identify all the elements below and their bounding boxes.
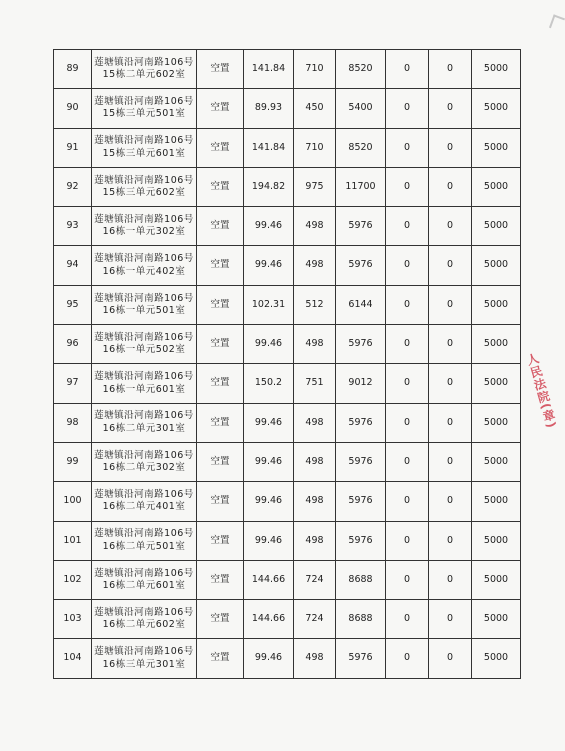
value-cell-5: 5000 [472,167,521,206]
address-line-2: 15栋三单元501室 [102,108,186,120]
address-line-2: 16栋一单元302室 [102,226,186,238]
address-line-1: 莲塘镇沿河南路106号 [94,292,194,304]
table-row [54,403,521,442]
value-cell-3: 0 [386,600,429,639]
value-cell-4: 0 [429,325,472,364]
property-table [53,49,521,679]
value-cell-4: 0 [429,639,472,678]
row-number-cell: 101 [54,521,92,560]
value-cell-1: 751 [294,364,336,403]
status-cell: 空置 [197,482,244,521]
value-cell-4: 0 [429,521,472,560]
value-cell-3: 0 [386,403,429,442]
status-cell: 空置 [197,521,244,560]
value-cell-3: 0 [386,50,429,89]
status-cell: 空置 [197,403,244,442]
address-line-2: 16栋二单元401室 [102,501,186,513]
address-line-2: 15栋三单元601室 [102,147,186,159]
value-cell-3: 0 [386,246,429,285]
value-cell-2: 9012 [336,364,386,403]
area-cell: 99.46 [244,482,294,521]
area-cell: 89.93 [244,89,294,128]
area-cell: 102.31 [244,285,294,324]
address-cell [92,285,197,324]
row-number-cell: 91 [54,128,92,167]
address-line-1: 莲塘镇沿河南路106号 [94,174,194,186]
row-number-cell: 90 [54,89,92,128]
address-cell [92,325,197,364]
status-cell: 空置 [197,639,244,678]
address-line-1: 莲塘镇沿河南路106号 [94,96,194,108]
address-line-1: 莲塘镇沿河南路106号 [94,449,194,461]
value-cell-5: 5000 [472,207,521,246]
area-cell: 99.46 [244,521,294,560]
address-line-1: 莲塘镇沿河南路106号 [94,606,194,618]
address-cell [92,521,197,560]
address-line-1: 莲塘镇沿河南路106号 [94,56,194,68]
value-cell-1: 498 [294,207,336,246]
table-row [54,560,521,599]
value-cell-2: 8688 [336,600,386,639]
area-cell: 99.46 [244,442,294,481]
value-cell-1: 724 [294,600,336,639]
value-cell-4: 0 [429,128,472,167]
stamp-text: 人民法院(章) [523,351,559,431]
value-cell-4: 0 [429,482,472,521]
address-line-2: 16栋二单元601室 [102,580,186,591]
row-number-cell: 102 [54,560,92,599]
address-cell [92,560,197,599]
value-cell-5: 5000 [472,246,521,285]
table-row [54,482,521,521]
area-cell: 141.84 [244,128,294,167]
value-cell-3: 0 [386,639,429,678]
value-cell-5: 5000 [472,325,521,364]
table-body [54,50,521,679]
value-cell-5: 5000 [472,403,521,442]
area-cell: 141.84 [244,50,294,89]
value-cell-2: 5976 [336,246,386,285]
table-row [54,442,521,481]
address-cell [92,482,197,521]
value-cell-3: 0 [386,167,429,206]
value-cell-3: 0 [386,560,429,599]
area-cell: 144.66 [244,560,294,599]
area-cell: 144.66 [244,600,294,639]
value-cell-5: 5000 [472,285,521,324]
address-line-2: 16栋二单元602室 [102,619,186,631]
address-cell [92,50,197,89]
address-line-2: 15栋二单元602室 [102,69,186,81]
value-cell-1: 512 [294,285,336,324]
row-number-cell: 103 [54,600,92,639]
table-row [54,521,521,560]
row-number-cell: 95 [54,285,92,324]
value-cell-4: 0 [429,403,472,442]
status-cell: 空置 [197,560,244,599]
address-line-2: 16栋一单元601室 [102,383,186,395]
status-cell: 空置 [197,600,244,639]
value-cell-2: 6144 [336,285,386,324]
address-line-1: 莲塘镇沿河南路106号 [94,489,194,501]
value-cell-3: 0 [386,442,429,481]
address-line-2: 16栋二单元501室 [102,540,186,552]
value-cell-4: 0 [429,364,472,403]
court-seal-stamp [518,351,565,457]
address-line-1: 莲塘镇沿河南路106号 [94,528,194,540]
value-cell-5: 5000 [472,364,521,403]
row-number-cell: 98 [54,403,92,442]
area-cell: 99.46 [244,639,294,678]
table-row [54,325,521,364]
table-row [54,246,521,285]
status-cell: 空置 [197,364,244,403]
value-cell-4: 0 [429,167,472,206]
value-cell-1: 498 [294,639,336,678]
status-cell: 空置 [197,442,244,481]
value-cell-4: 0 [429,246,472,285]
value-cell-1: 498 [294,482,336,521]
address-line-2: 16栋二单元301室 [102,422,186,434]
address-cell [92,364,197,403]
value-cell-1: 498 [294,521,336,560]
value-cell-3: 0 [386,128,429,167]
value-cell-1: 498 [294,325,336,364]
table-row [54,167,521,206]
address-line-1: 莲塘镇沿河南路106号 [94,213,194,225]
value-cell-5: 5000 [472,600,521,639]
value-cell-5: 5000 [472,128,521,167]
address-line-1: 莲塘镇沿河南路106号 [94,646,194,658]
area-cell: 99.46 [244,325,294,364]
value-cell-4: 0 [429,285,472,324]
value-cell-3: 0 [386,482,429,521]
value-cell-2: 8520 [336,50,386,89]
value-cell-3: 0 [386,325,429,364]
address-cell [92,128,197,167]
value-cell-4: 0 [429,207,472,246]
table-row [54,50,521,89]
value-cell-2: 5976 [336,325,386,364]
value-cell-2: 8520 [336,128,386,167]
address-line-2: 16栋一单元502室 [102,344,186,356]
address-line-1: 莲塘镇沿河南路106号 [94,253,194,265]
address-cell [92,246,197,285]
value-cell-5: 5000 [472,560,521,599]
status-cell: 空置 [197,50,244,89]
status-cell: 空置 [197,207,244,246]
address-line-1: 莲塘镇沿河南路106号 [94,371,194,383]
row-number-cell: 104 [54,639,92,678]
value-cell-1: 498 [294,246,336,285]
value-cell-1: 498 [294,403,336,442]
area-cell: 150.2 [244,364,294,403]
value-cell-4: 0 [429,560,472,599]
table-row [54,639,521,678]
value-cell-1: 710 [294,128,336,167]
address-line-1: 莲塘镇沿河南路106号 [94,331,194,343]
address-cell [92,442,197,481]
value-cell-1: 498 [294,442,336,481]
value-cell-4: 0 [429,50,472,89]
address-line-2: 16栋三单元301室 [102,658,186,670]
value-cell-1: 724 [294,560,336,599]
area-cell: 99.46 [244,207,294,246]
row-number-cell: 93 [54,207,92,246]
row-number-cell: 92 [54,167,92,206]
status-cell: 空置 [197,167,244,206]
value-cell-5: 5000 [472,482,521,521]
status-cell: 空置 [197,128,244,167]
status-cell: 空置 [197,325,244,364]
value-cell-2: 5400 [336,89,386,128]
value-cell-5: 5000 [472,639,521,678]
status-cell: 空置 [197,89,244,128]
area-cell: 99.46 [244,403,294,442]
row-number-cell: 96 [54,325,92,364]
value-cell-1: 710 [294,50,336,89]
value-cell-1: 975 [294,167,336,206]
address-line-2: 16栋一单元501室 [102,304,186,316]
row-number-cell: 99 [54,442,92,481]
value-cell-3: 0 [386,364,429,403]
address-line-1: 莲塘镇沿河南路106号 [94,567,194,579]
table-row [54,285,521,324]
table-row [54,364,521,403]
row-number-cell: 97 [54,364,92,403]
row-number-cell: 100 [54,482,92,521]
address-line-2: 16栋二单元302室 [102,462,186,474]
value-cell-1: 450 [294,89,336,128]
value-cell-2: 11700 [336,167,386,206]
table-row [54,600,521,639]
value-cell-2: 5976 [336,521,386,560]
address-cell [92,403,197,442]
page-corner-mark [549,14,565,31]
value-cell-4: 0 [429,89,472,128]
status-cell: 空置 [197,246,244,285]
value-cell-4: 0 [429,600,472,639]
address-line-2: 15栋三单元602室 [102,187,186,199]
value-cell-5: 5000 [472,442,521,481]
value-cell-5: 5000 [472,521,521,560]
table-row [54,128,521,167]
address-cell [92,639,197,678]
area-cell: 194.82 [244,167,294,206]
address-cell [92,89,197,128]
value-cell-2: 5976 [336,639,386,678]
address-line-1: 莲塘镇沿河南路106号 [94,410,194,422]
value-cell-2: 5976 [336,442,386,481]
address-line-1: 莲塘镇沿河南路106号 [94,135,194,147]
table-row [54,89,521,128]
value-cell-3: 0 [386,521,429,560]
value-cell-3: 0 [386,207,429,246]
value-cell-2: 5976 [336,482,386,521]
value-cell-2: 8688 [336,560,386,599]
table-row [54,207,521,246]
value-cell-3: 0 [386,285,429,324]
value-cell-2: 5976 [336,403,386,442]
row-number-cell: 94 [54,246,92,285]
address-cell [92,167,197,206]
row-number-cell: 89 [54,50,92,89]
value-cell-4: 0 [429,442,472,481]
address-cell [92,600,197,639]
value-cell-2: 5976 [336,207,386,246]
area-cell: 99.46 [244,246,294,285]
value-cell-5: 5000 [472,50,521,89]
value-cell-5: 5000 [472,89,521,128]
address-line-2: 16栋一单元402室 [102,265,186,277]
address-cell [92,207,197,246]
status-cell: 空置 [197,285,244,324]
value-cell-3: 0 [386,89,429,128]
